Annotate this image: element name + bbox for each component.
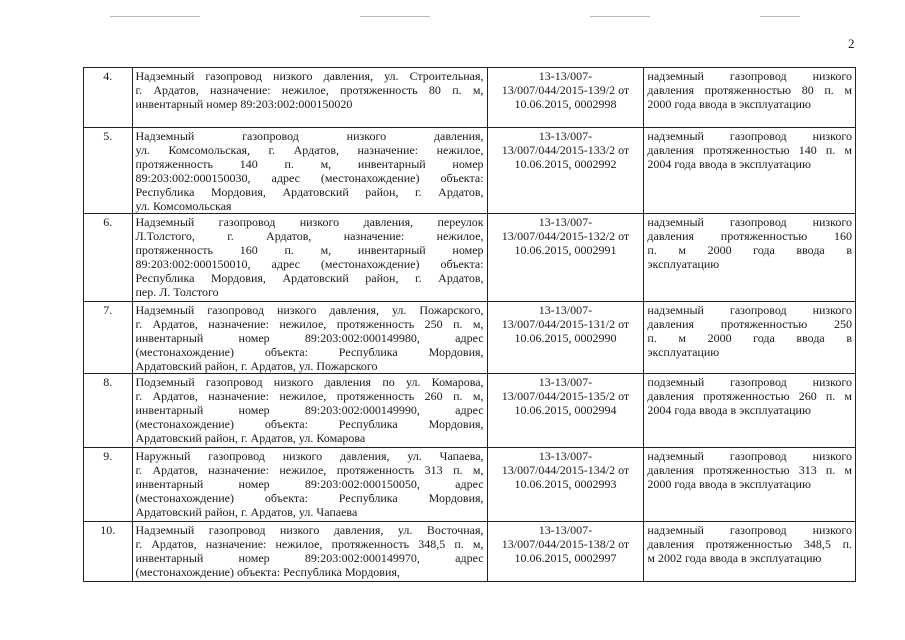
table-row	[84, 374, 856, 448]
registration-record-line: 10.06.2015, 0002998	[514, 97, 617, 111]
object-description-line: Ардатовский район, г. Ардатов, ул. Чапаева	[135, 505, 358, 519]
table-body	[84, 68, 856, 582]
registration-record-line: 13-13/007-	[538, 215, 593, 229]
object-note-line: 2000 года ввода в эксплуатацию	[647, 477, 811, 491]
object-note-line: надземный газопровод низкого	[647, 303, 852, 317]
object-description-line: г. Ардатов, назначение: нежилое, протяженность 250 п. м,	[135, 317, 484, 331]
object-note-line: п. м 2000 года ввода в	[647, 243, 852, 257]
object-note-line: надземный газопровод низкого	[647, 215, 852, 229]
scan-artifact	[110, 16, 200, 17]
scan-artifact	[590, 16, 650, 17]
object-note-line: эксплуатацию	[647, 257, 720, 271]
object-note	[644, 448, 856, 522]
registration-record-line: 13-13/007-	[538, 523, 593, 537]
object-description-line: (местонахождение) объекта: Республика Мордовия,	[135, 417, 484, 431]
object-note-line: надземный газопровод низкого	[647, 69, 852, 83]
object-description-line: Ардатовский район, г. Ардатов, ул. Пожарского	[135, 359, 378, 373]
table-row	[84, 214, 856, 302]
object-description	[132, 214, 487, 302]
object-note	[644, 374, 856, 448]
table-row	[84, 302, 856, 374]
object-note	[644, 214, 856, 302]
registration-record-line: 10.06.2015, 0002993	[514, 477, 617, 491]
object-note-line: давления протяженностью 348,5 п.	[647, 537, 852, 551]
registration-record	[487, 374, 644, 448]
registration-record-line: 13/007/044/2015-138/2 от	[501, 537, 630, 551]
registration-record-line: 13/007/044/2015-131/2 от	[501, 317, 630, 331]
registration-record-line: 13/007/044/2015-139/2 от	[501, 83, 630, 97]
registration-record	[487, 214, 644, 302]
object-note-line: давления протяженностью 160	[647, 229, 852, 243]
object-description-line: инвентарный номер 89:203:002:000150050, адрес	[135, 477, 484, 491]
registration-record	[487, 448, 644, 522]
object-note	[644, 302, 856, 374]
scan-artifact	[360, 16, 430, 17]
registration-record	[487, 302, 644, 374]
object-description-line: г. Ардатов, назначение: нежилое, протяженность 348,5 п. м,	[135, 537, 484, 551]
object-note-line: п. м 2000 года ввода в	[647, 331, 852, 345]
scan-artifact	[760, 16, 800, 17]
registration-record	[487, 522, 644, 582]
object-description-line: г. Ардатов, назначение: нежилое, протяженность 260 п. м,	[135, 389, 484, 403]
row-number: 8.	[84, 374, 133, 448]
object-note-line: надземный газопровод низкого	[647, 129, 852, 143]
registration-record-line: 10.06.2015, 0002992	[514, 157, 617, 171]
object-description-line: Надземный газопровод низкого давления,	[135, 129, 484, 143]
object-description-line: (местонахождение) объекта: Республика Мордовия,	[135, 491, 484, 505]
object-description	[132, 522, 487, 582]
object-description-line: Республика Мордовия, Ардатовский район, г. Ардатов,	[135, 271, 484, 285]
table-row	[84, 522, 856, 582]
registration-record-line: 10.06.2015, 0002990	[514, 331, 617, 345]
object-description-line: инвентарный номер 89:203:002:000150020	[135, 97, 353, 111]
registration-record-line: 13-13/007-	[538, 449, 593, 463]
registration-record	[487, 68, 644, 128]
registration-record-line: 13/007/044/2015-133/2 от	[501, 143, 630, 157]
object-description-line: пер. Л. Толстого	[135, 285, 219, 299]
object-description-line: Надземный газопровод низкого давления, ул. Пожарского,	[135, 303, 484, 317]
registration-record-line: 10.06.2015, 0002997	[514, 551, 617, 565]
object-description	[132, 374, 487, 448]
registration-record-line: 13-13/007-	[538, 375, 593, 389]
object-note-line: подземный газопровод низкого	[647, 375, 852, 389]
object-note	[644, 68, 856, 128]
object-description-line: Надземный газопровод низкого давления, ул. Строительная,	[135, 69, 484, 83]
registration-record-line: 13/007/044/2015-135/2 от	[501, 389, 630, 403]
object-note-line: давления протяженностью 313 п. м	[647, 463, 852, 477]
table-row	[84, 128, 856, 214]
object-description-line: Л.Толстого, г. Ардатов, назначение: нежилое,	[135, 229, 484, 243]
object-note-line: 2004 года ввода в эксплуатацию	[647, 157, 811, 171]
object-description-line: (местонахождение) объекта: Республика Мордовия,	[135, 345, 484, 359]
object-description-line: инвентарный номер 89:203:002:000149990, адрес	[135, 403, 484, 417]
table-row	[84, 448, 856, 522]
object-description-line: ул. Комсомольская	[135, 199, 232, 213]
object-description-line: Ардатовский район, г. Ардатов, ул. Комарова	[135, 431, 366, 445]
row-number: 10.	[84, 522, 133, 582]
object-note-line: давления протяженностью 80 п. м	[647, 83, 852, 97]
registration-record-line: 13-13/007-	[538, 69, 593, 83]
object-note-line: м 2002 года ввода в эксплуатацию	[647, 551, 822, 565]
object-description	[132, 128, 487, 214]
row-number: 5.	[84, 128, 133, 214]
object-description-line: Подземный газопровод низкого давления по ул. Комарова,	[135, 375, 484, 389]
object-description-line: (местонахождение) объекта: Республика Мордовия,	[135, 565, 400, 579]
registration-record-line: 13-13/007-	[538, 303, 593, 317]
object-description-line: инвентарный номер 89:203:002:000149980, адрес	[135, 331, 484, 345]
object-description	[132, 302, 487, 374]
object-note-line: 2004 года ввода в эксплуатацию	[647, 403, 811, 417]
object-description	[132, 448, 487, 522]
object-description	[132, 68, 487, 128]
registration-record-line: 10.06.2015, 0002991	[514, 243, 617, 257]
object-description-line: Республика Мордовия, Ардатовский район, г. Ардатов,	[135, 185, 484, 199]
object-note	[644, 522, 856, 582]
registration-record-line: 10.06.2015, 0002994	[514, 403, 617, 417]
registration-record-line: 13/007/044/2015-132/2 от	[501, 229, 630, 243]
row-number: 6.	[84, 214, 133, 302]
table-row	[84, 68, 856, 128]
object-note-line: давления протяженностью 250	[647, 317, 852, 331]
object-description-line: г. Ардатов, назначение: нежилое, протяженность 313 п. м,	[135, 463, 484, 477]
object-note-line: давления протяженностью 260 п. м	[647, 389, 852, 403]
object-note	[644, 128, 856, 214]
object-description-line: г. Ардатов, назначение: нежилое, протяженность 80 п. м,	[135, 83, 484, 97]
object-note-line: надземный газопровод низкого	[647, 449, 852, 463]
page-number: 2	[848, 36, 855, 51]
object-note-line: 2000 года ввода в эксплуатацию	[647, 97, 811, 111]
object-note-line: эксплуатацию	[647, 345, 720, 359]
object-description-line: инвентарный номер 89:203:002:000149970, адрес	[135, 551, 484, 565]
object-description-line: 89:203:002:000150010, адрес (местонахождение) объекта:	[135, 257, 484, 271]
object-description-line: протяженность 140 п. м, инвентарный номер	[135, 157, 484, 171]
object-description-line: Наружный газопровод низкого давления, ул. Чапаева,	[135, 449, 484, 463]
property-table	[83, 67, 856, 582]
row-number: 7.	[84, 302, 133, 374]
object-description-line: Надземный газопровод низкого давления, переулок	[135, 215, 484, 229]
row-number: 9.	[84, 448, 133, 522]
object-description-line: Надземный газопровод низкого давления, ул. Восточная,	[135, 523, 484, 537]
object-note-line: надземный газопровод низкого	[647, 523, 852, 537]
registration-record-line: 13-13/007-	[538, 129, 593, 143]
registration-record-line: 13/007/044/2015-134/2 от	[501, 463, 630, 477]
object-note-line: давления протяженностью 140 п. м	[647, 143, 852, 157]
registration-record	[487, 128, 644, 214]
object-description-line: 89:203:002:000150030, адрес (местонахождение) объекта:	[135, 171, 484, 185]
row-number: 4.	[84, 68, 133, 128]
object-description-line: ул. Комсомольская, г. Ардатов, назначение: нежилое,	[135, 143, 484, 157]
object-description-line: протяженность 160 п. м, инвентарный номер	[135, 243, 484, 257]
